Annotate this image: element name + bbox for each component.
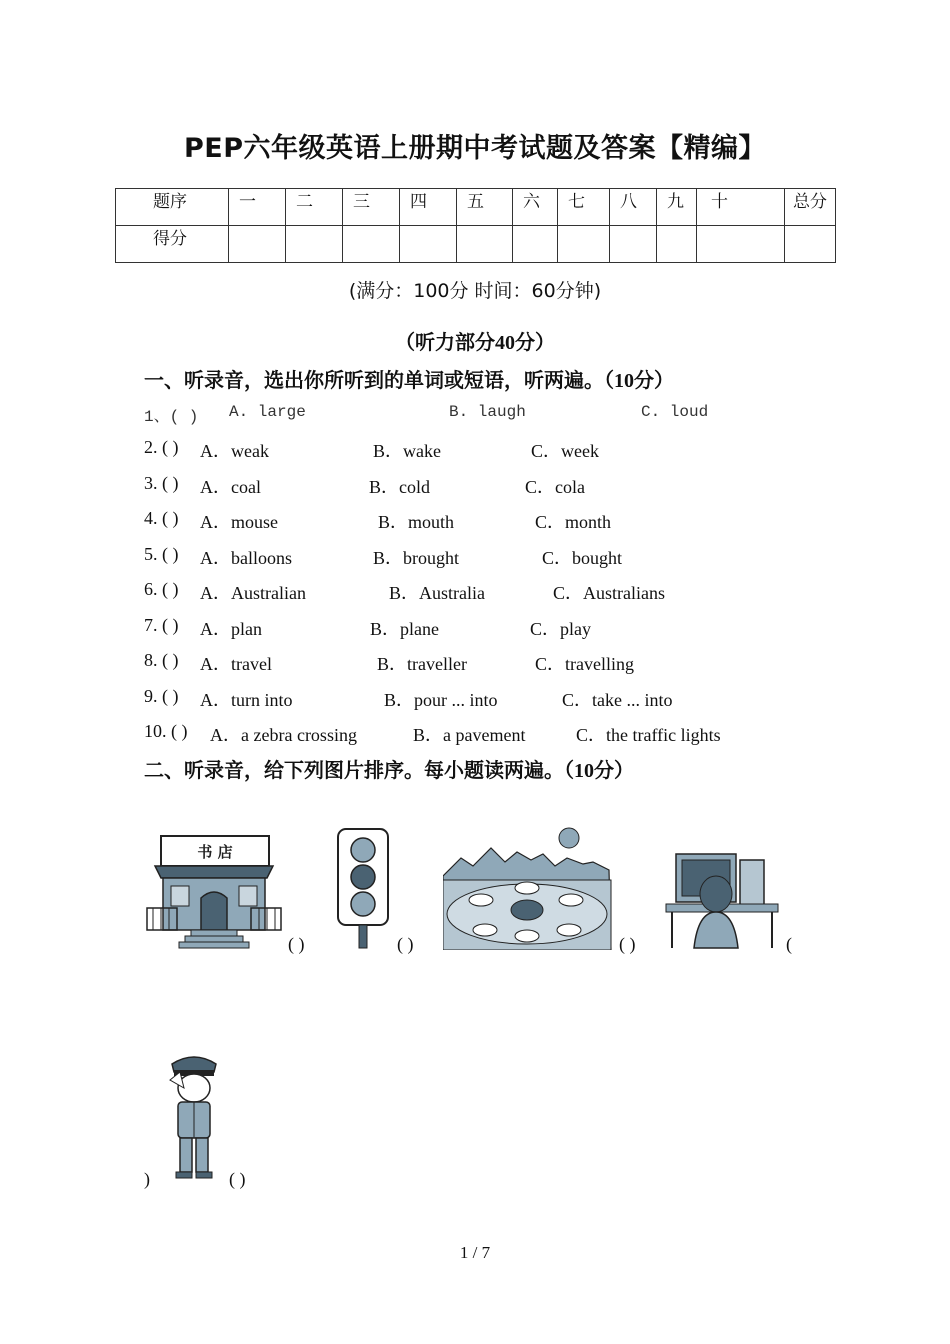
- answer-paren[interactable]: ( ): [288, 934, 305, 954]
- listening-header: （听力部分40分）: [395, 332, 555, 354]
- option-b: B．traveller: [377, 654, 467, 674]
- computer-girl-picture: [664, 850, 782, 950]
- score-header-cell: 二: [286, 189, 343, 226]
- question-number[interactable]: 2. ( ): [144, 437, 179, 457]
- question-number[interactable]: 1、( ): [144, 408, 199, 426]
- score-cell[interactable]: [400, 226, 457, 263]
- question-6: [144, 579, 904, 605]
- score-header-cell: 七: [558, 189, 610, 226]
- score-cell[interactable]: [286, 226, 343, 263]
- option-c: C．month: [535, 512, 612, 532]
- option-c: C．take ... into: [562, 690, 673, 710]
- score-cell[interactable]: [697, 226, 785, 263]
- question-9: [144, 686, 904, 712]
- option-c: C．the traffic lights: [576, 725, 721, 745]
- option-b: B．a pavement: [413, 725, 526, 745]
- option-a: A．mouse: [200, 512, 278, 532]
- score-header-cell: 八: [610, 189, 657, 226]
- question-7: [144, 615, 904, 641]
- option-a: A．turn into: [200, 690, 293, 710]
- question-number[interactable]: 9. ( ): [144, 686, 179, 706]
- score-header-cell: 十: [697, 189, 785, 226]
- answer-paren[interactable]: ( ): [397, 934, 414, 954]
- score-row-label: 得分: [116, 226, 229, 263]
- option-b: B．Australia: [389, 583, 485, 603]
- page-number: 1 / 7: [459, 1243, 491, 1262]
- option-a: A．balloons: [200, 548, 292, 568]
- question-1: [144, 403, 904, 429]
- question-number[interactable]: 5. ( ): [144, 544, 179, 564]
- bookstore-sign-text: 书 店: [197, 843, 233, 861]
- score-cell[interactable]: [610, 226, 657, 263]
- score-cell[interactable]: [457, 226, 513, 263]
- option-a: A．a zebra crossing: [210, 725, 357, 745]
- option-b: B．mouth: [378, 512, 455, 532]
- score-header-cell: 题序: [116, 189, 229, 226]
- question-number[interactable]: 6. ( ): [144, 579, 179, 599]
- option-c: C．bought: [542, 548, 623, 568]
- question-2: [144, 437, 904, 463]
- answer-paren-close[interactable]: ): [144, 1169, 150, 1189]
- score-header-cell: 三: [343, 189, 400, 226]
- option-b: B. laugh: [449, 403, 526, 421]
- score-header-cell: 九: [657, 189, 697, 226]
- page-title: PEP六年级英语上册期中考试题及答案【精编】: [183, 133, 767, 164]
- option-a: A．coal: [200, 477, 261, 497]
- option-a: A．travel: [200, 654, 272, 674]
- question-number[interactable]: 3. ( ): [144, 473, 179, 493]
- option-c: C．Australians: [553, 583, 665, 603]
- option-a: A．plan: [200, 619, 262, 639]
- option-b: B．pour ... into: [384, 690, 498, 710]
- score-table: [115, 188, 836, 263]
- option-b: B．wake: [373, 441, 441, 461]
- option-c: C．travelling: [535, 654, 634, 674]
- policeman-picture: [160, 1050, 226, 1182]
- option-c: C．week: [531, 441, 599, 461]
- score-cell[interactable]: [229, 226, 286, 263]
- option-c: C．play: [530, 619, 591, 639]
- question-3: [144, 473, 904, 499]
- question-number[interactable]: 10. ( ): [144, 721, 188, 741]
- question-number[interactable]: 7. ( ): [144, 615, 179, 635]
- answer-paren[interactable]: ( ): [619, 934, 636, 954]
- section-2-title: 二、听录音，给下列图片排序。每小题读两遍。（10分）: [144, 760, 634, 782]
- score-header-cell: 六: [513, 189, 558, 226]
- score-cell[interactable]: [343, 226, 400, 263]
- score-cell[interactable]: [657, 226, 697, 263]
- question-number[interactable]: 4. ( ): [144, 508, 179, 528]
- score-table-header-row: [116, 189, 836, 226]
- traffic-light-picture: [333, 826, 393, 950]
- score-header-cell: 四: [400, 189, 457, 226]
- exam-note: (满分：100分 时间：60分钟): [348, 280, 602, 302]
- option-b: B．plane: [370, 619, 439, 639]
- question-4: [144, 508, 904, 534]
- option-c: C. loud: [641, 403, 709, 421]
- score-cell[interactable]: [558, 226, 610, 263]
- option-a: A．weak: [200, 441, 269, 461]
- score-header-cell: 一: [229, 189, 286, 226]
- option-b: B．brought: [373, 548, 460, 568]
- score-header-cell: 五: [457, 189, 513, 226]
- feast-picture: [443, 826, 613, 950]
- answer-paren[interactable]: ( ): [229, 1169, 246, 1189]
- option-c: C．cola: [525, 477, 585, 497]
- score-cell[interactable]: [513, 226, 558, 263]
- bookstore-picture: [145, 832, 283, 950]
- option-a: A．Australian: [200, 583, 306, 603]
- question-10: [144, 721, 904, 747]
- question-5: [144, 544, 904, 570]
- score-table-score-row: [116, 226, 836, 263]
- answer-paren-open[interactable]: (: [786, 934, 792, 954]
- option-a: A. large: [229, 403, 306, 421]
- section-1-title: 一、听录音，选出你所听到的单词或短语，听两遍。（10分）: [144, 370, 674, 392]
- score-cell[interactable]: [785, 226, 836, 263]
- score-header-total: 总分: [785, 189, 836, 226]
- option-b: B．cold: [369, 477, 430, 497]
- question-number[interactable]: 8. ( ): [144, 650, 179, 670]
- question-8: [144, 650, 904, 676]
